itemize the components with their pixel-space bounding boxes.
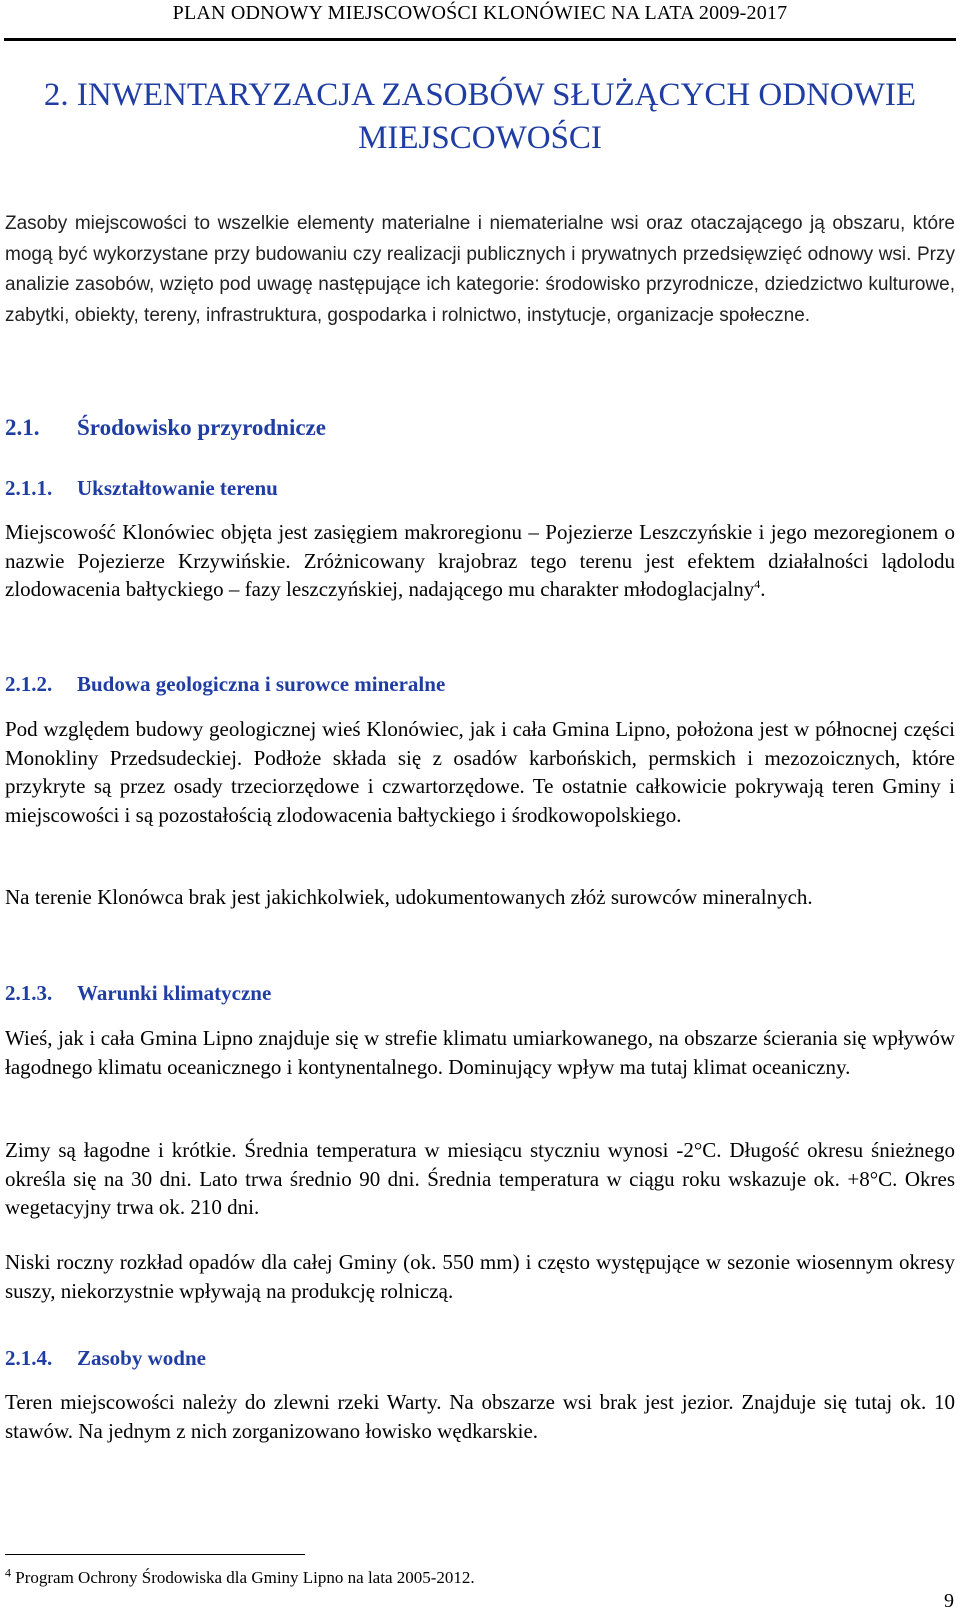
section-2-1-4-title: Zasoby wodne <box>77 1346 206 1370</box>
precipitation-paragraph: Niski roczny rozkład opadów dla całej Gminy (ok. 550 mm) i często występujące w sezonie wiosennym okresy suszy, niekorzystnie wpływają na produkcję rolniczą. <box>5 1250 955 1303</box>
header-divider <box>4 38 956 41</box>
water-paragraph: Teren miejscowości należy do zlewni rzeki Warty. Na obszarze wsi brak jest jezior. Znajduje się tutaj ok. 10 stawów. Na jednym z nich zorganizowano łowisko wędkarskie. <box>5 1390 955 1443</box>
section-2-1-heading <box>5 415 326 441</box>
section-2-1-2-heading <box>5 672 445 697</box>
section-2-1-title: Środowisko przyrodnicze <box>77 415 326 440</box>
section-2-1-4-number: 2.1.4. <box>5 1346 53 1370</box>
intro-paragraph <box>5 208 955 330</box>
minerals-paragraph: Na terenie Klonówca brak jest jakichkolwiek, udokumentowanych złóż surowców mineralnych. <box>5 885 813 909</box>
section-2-1-2-title: Budowa geologiczna i surowce mineralne <box>77 672 446 696</box>
intro-part-1: Zasoby miejscowości to wszelkie elementy materialne i niematerialne wsi oraz otaczającego ją obszaru, które mogą być wykorzystane przy budowaniu czy realizacji publicznych i prywatnych przedsięwzięć odnowy wsi. <box>5 213 955 265</box>
running-header: PLAN ODNOWY MIEJSCOWOŚCI KLONÓWIEC NA LATA 2009-2017 <box>172 2 788 24</box>
footnote-text: Program Ochrony Środowiska dla Gminy Lipno na lata 2005-2012. <box>11 1568 475 1587</box>
terrain-text: Miejscowość Klonówiec objęta jest zasięgiem makroregionu – Pojezierze Leszczyńskie i jego mezoregionem o nazwie Pojezierze Krzywińskie. Zróżnicowany krajobraz tego terenu jest efektem działalności lądolodu zlodowacenia bałtyckiego – fazy leszczyńskiej, nadającego mu charakter młodoglacjalny <box>5 520 955 601</box>
terrain-text-end: . <box>760 577 766 601</box>
chapter-title <box>0 74 960 160</box>
section-2-1-2-number: 2.1.2. <box>5 672 53 696</box>
page-number: 9 <box>944 1590 954 1612</box>
section-2-1-1-title: Ukształtowanie terenu <box>77 476 278 500</box>
section-2-1-number: 2.1. <box>5 415 40 440</box>
geology-paragraph: Pod względem budowy geologicznej wieś Klonówiec, jak i cała Gmina Lipno, położona jest w północnej części Monokliny Przedsudeckiej. Podłoże składa się z osadów karbońskich, permskich i mezozoicznych, które przykryte są przez osady trzeciorzędowe i czwartorzędowe. Te ostatnie całkowicie pokrywają teren Gminy i miejscowości i są pozostałością zlodowacenia bałtyckiego i środkowopolskiego. <box>5 717 955 827</box>
terrain-paragraph <box>5 518 955 604</box>
section-2-1-1-heading <box>5 476 278 501</box>
section-2-1-3-number: 2.1.3. <box>5 981 53 1005</box>
footnote-reference[interactable]: 4 <box>754 577 761 591</box>
winter-paragraph: Zimy są łagodne i krótkie. Średnia temperatura w miesiącu styczniu wynosi -2°C. Długość okresu śnieżnego określa się na 30 dni. Lato trwa średnio 90 dni. Średnia temperatura w ciągu roku wskazuje ok. +8°C. Okres wegetacyjny trwa ok. 210 dni. <box>5 1138 955 1219</box>
section-2-1-1-number: 2.1.1. <box>5 476 53 500</box>
footnote <box>5 1565 475 1588</box>
chapter-title-text: 2. INWENTARYZACJA ZASOBÓW SŁUŻĄCYCH ODNOWIE MIEJSCOWOŚCI <box>43 77 917 156</box>
section-2-1-3-heading <box>5 981 271 1006</box>
intro-part-2: Przy analizie zasobów, wzięto pod uwagę następujące ich kategorie: środowisko przyrodnicze, dziedzictwo kulturowe, zabytki, obiekty, tereny, infrastruktura, gospodarka i rolnictwo, instytucje, organizacje społeczne. <box>5 243 955 326</box>
section-2-1-4-heading <box>5 1346 206 1371</box>
section-2-1-3-title: Warunki klimatyczne <box>77 981 272 1005</box>
climate-paragraph: Wieś, jak i cała Gmina Lipno znajduje się w strefie klimatu umiarkowanego, na obszarze ścierania się wpływów łagodnego klimatu oceanicznego i kontynentalnego. Dominujący wpływ ma tutaj klimat oceaniczny. <box>5 1026 955 1079</box>
footnote-marker: 4 <box>5 1565 11 1580</box>
footnote-divider <box>5 1554 305 1555</box>
